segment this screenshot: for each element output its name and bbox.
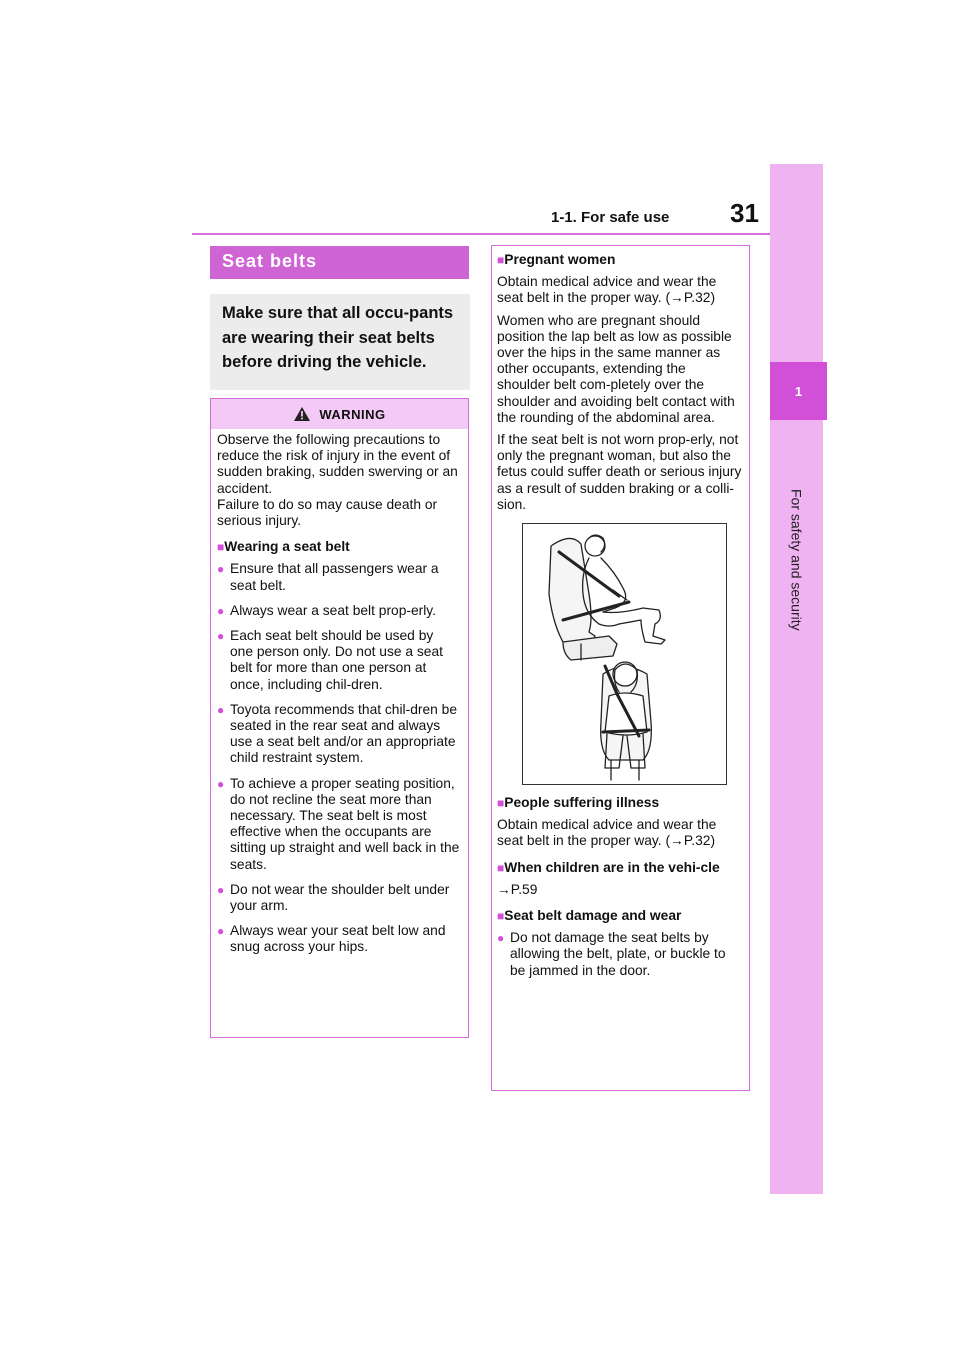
circle-bullet-icon: ● bbox=[217, 562, 225, 577]
square-bullet-icon: ■ bbox=[497, 909, 505, 924]
paragraph: If the seat belt is not worn prop-erly, not only the pregnant woman, but also the fetus could suffer death or serious injury as a result of sudden braking or a colli-sion. bbox=[497, 432, 742, 512]
header-rule bbox=[192, 233, 770, 235]
square-bullet-icon: ■ bbox=[497, 796, 505, 811]
warning-label: WARNING bbox=[319, 406, 386, 422]
circle-bullet-icon: ● bbox=[217, 882, 225, 897]
paragraph: Obtain medical advice and wear the seat belt in the proper way. (→P.32) bbox=[497, 817, 717, 849]
circle-bullet-icon: ● bbox=[217, 603, 225, 618]
warning-header bbox=[211, 399, 468, 429]
page-reference-link[interactable]: →P.59 bbox=[497, 881, 538, 897]
section-title: 1-1. For safe use bbox=[551, 209, 670, 226]
intro-box: Make sure that all occu-pants are wearing their seat belts before driving the vehicle. bbox=[210, 294, 470, 390]
list-item: ● Always wear your seat belt low and snug across your hips. bbox=[217, 923, 446, 955]
list-item: ● Do not damage the seat belts by allowing the belt, plate, or buckle to be jammed in the door. bbox=[497, 930, 726, 978]
info-box bbox=[491, 245, 750, 1091]
circle-bullet-icon: ● bbox=[497, 931, 505, 946]
subheading-children: ■ When children are in the vehi-cle bbox=[497, 859, 720, 875]
subheading-damage: ■Seat belt damage and wear bbox=[497, 908, 682, 924]
list-item: ● Toyota recommends that chil-dren be seated in the rear seat and always use a seat belt and/or an appropriate child restraint system. bbox=[217, 701, 457, 766]
page-number: 31 bbox=[730, 198, 759, 228]
subheading-illness: ■People suffering illness bbox=[497, 795, 660, 811]
square-bullet-icon: ■ bbox=[497, 253, 505, 267]
list-item: ● Do not wear the shoulder belt under your arm. bbox=[217, 881, 450, 914]
chapter-title: For safety and security bbox=[788, 489, 805, 631]
paragraph: Obtain medical advice and wear the seat belt in the proper way. (→P.32) bbox=[497, 274, 717, 306]
warning-triangle-icon bbox=[293, 406, 311, 422]
pregnant-seatbelt-illustration bbox=[522, 523, 727, 785]
list-item: ● Always wear a seat belt prop-erly. bbox=[217, 602, 437, 618]
list-item: ● Ensure that all passengers wear a seat belt. bbox=[217, 561, 439, 593]
warning-intro: Observe the following precautions to reduce the risk of injury in the event of sudden braking, sudden swerving or an accident. Failure to do so may cause death or serious injury. bbox=[217, 432, 458, 529]
circle-bullet-icon: ● bbox=[217, 702, 225, 717]
warning-box bbox=[210, 398, 469, 1038]
circle-bullet-icon: ● bbox=[217, 924, 225, 939]
warning-subheading: ■Wearing a seat belt bbox=[217, 539, 350, 555]
list-item: ● To achieve a proper seating position, do not recline the seat more than necessary. The seat belt is most effective when the occupants are sitting up straight and well back in the seats. bbox=[217, 775, 460, 872]
subheading-pregnant: ■Pregnant women bbox=[497, 252, 616, 267]
circle-bullet-icon: ● bbox=[217, 776, 225, 791]
paragraph: Women who are pregnant should position the lap belt as low as possible over the hips in the same manner as other occupants, extending the shoulder belt com-pletely over the shoulder and avoiding belt contact with the rounding of the abdominal area. bbox=[497, 312, 735, 425]
circle-bullet-icon: ● bbox=[217, 629, 225, 644]
square-bullet-icon: ■ bbox=[217, 540, 225, 555]
page-heading: Seat belts bbox=[210, 246, 469, 279]
list-item: ● Each seat belt should be used by one person only. Do not use a seat belt for more than one person at once, including chil-dren. bbox=[217, 628, 443, 692]
chapter-number: 1 bbox=[770, 362, 827, 420]
square-bullet-icon: ■ bbox=[497, 860, 505, 875]
